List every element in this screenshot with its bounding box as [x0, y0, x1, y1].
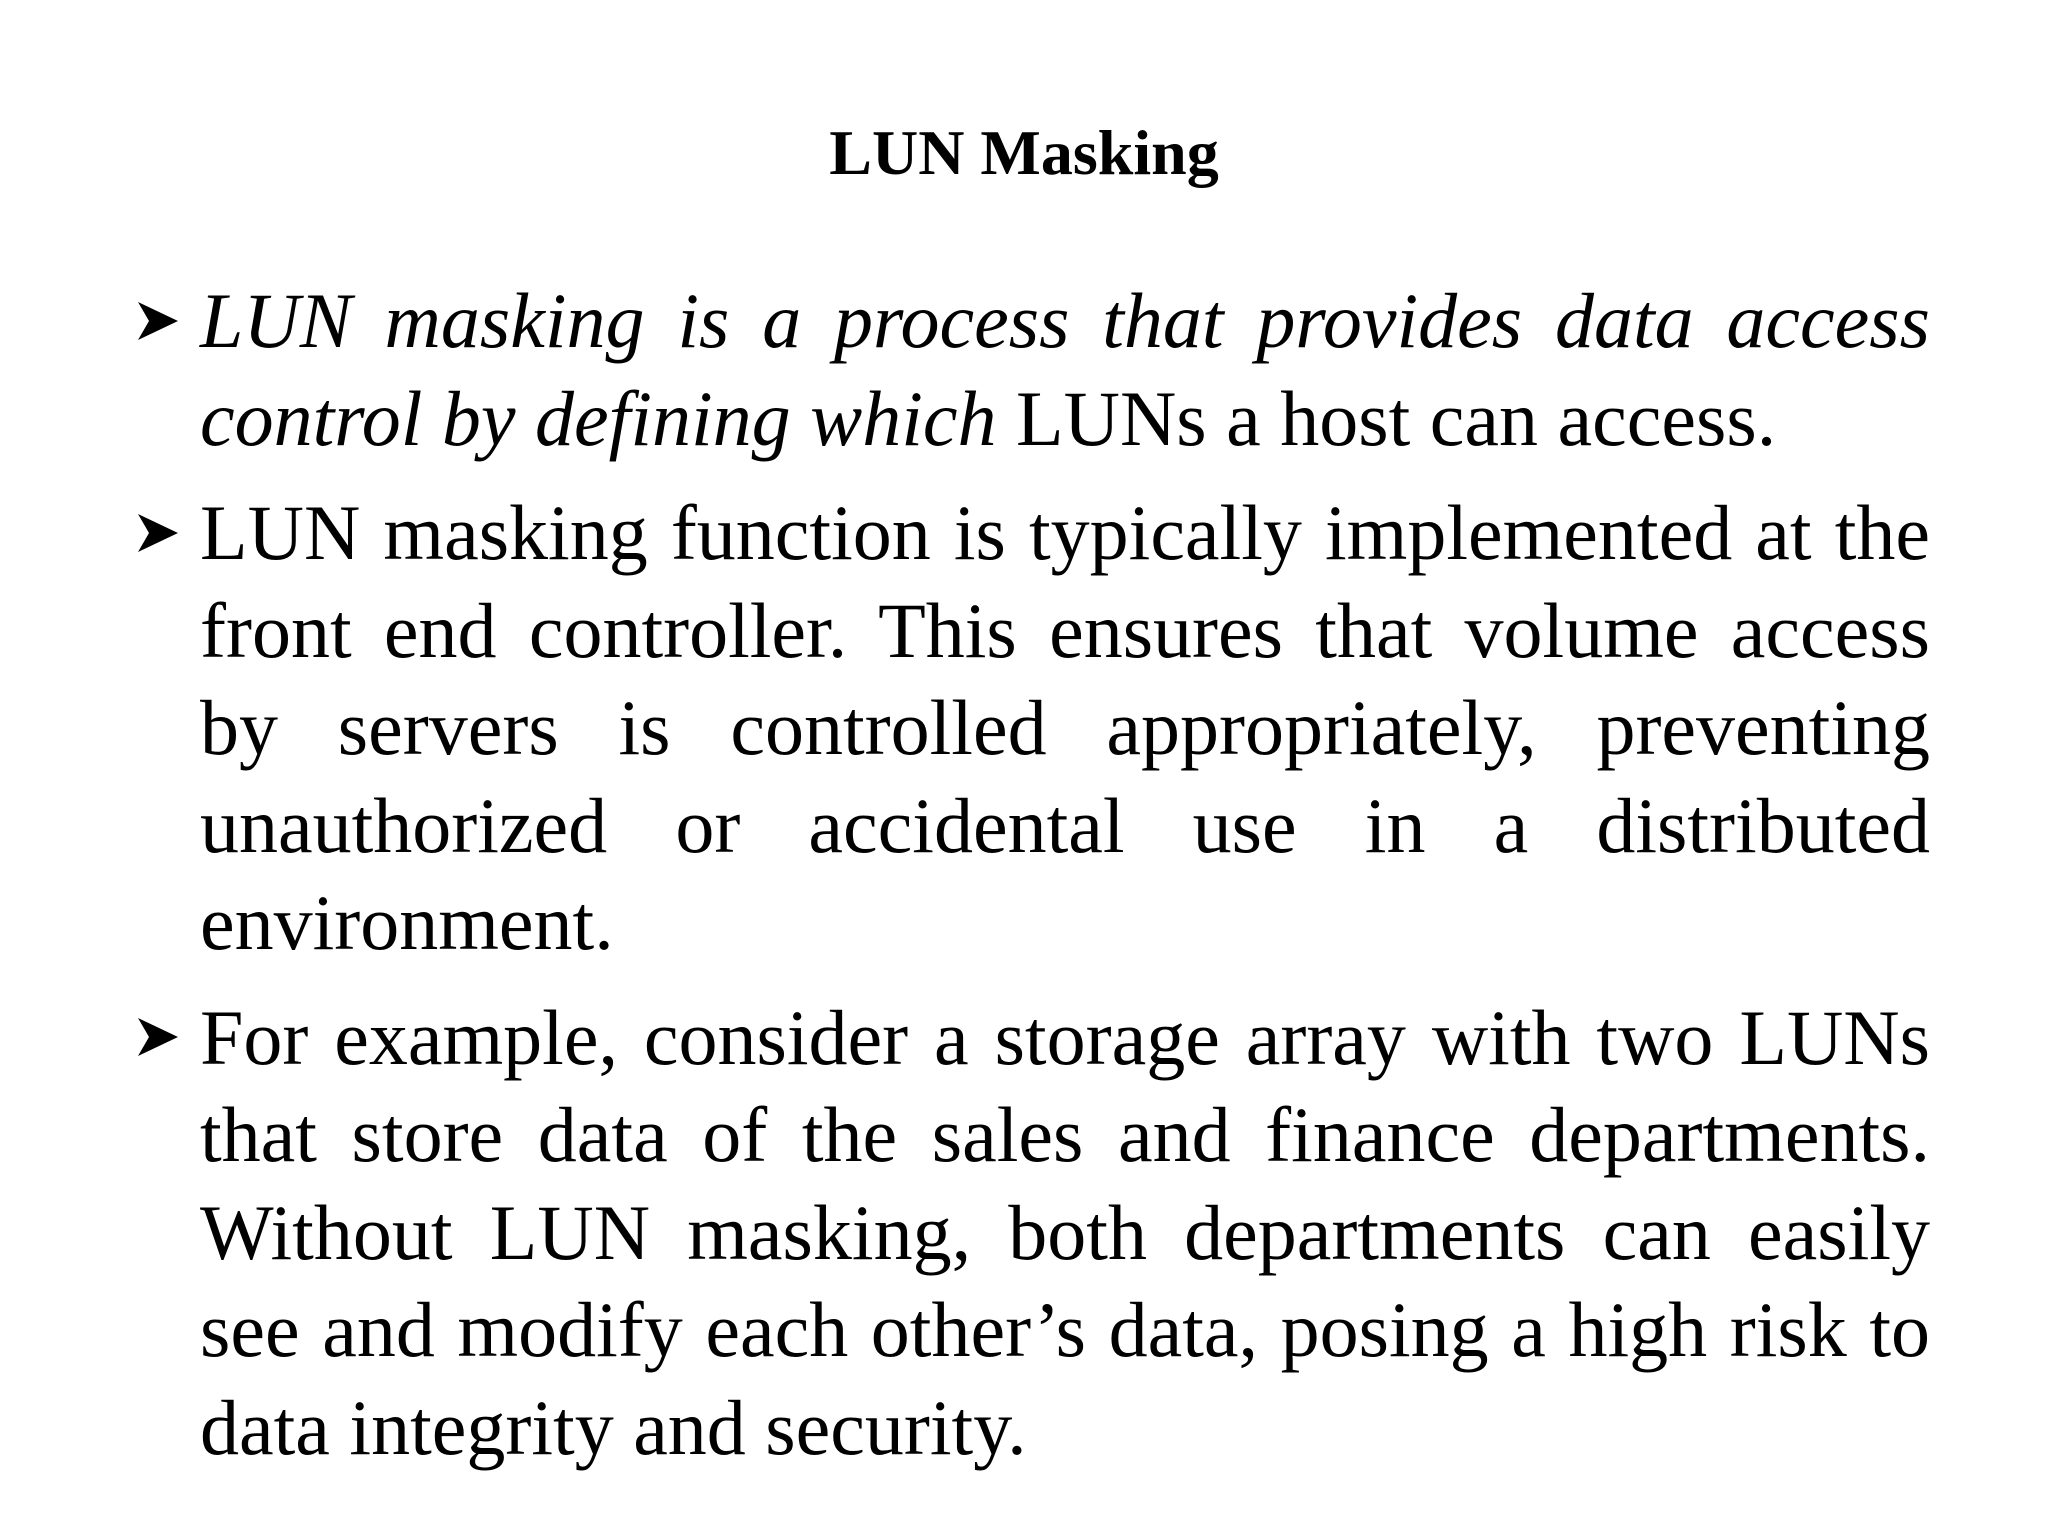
arrowhead-bullet-icon	[127, 272, 189, 370]
bullet-item-example	[200, 989, 1930, 1477]
bullet-item-implementation	[200, 484, 1930, 972]
bullet-item-definition	[200, 272, 1930, 467]
bullet-text: LUNs a host can access.	[996, 374, 1777, 462]
bullet-list	[200, 272, 1930, 1476]
bullet-italic-text: LUN masking is a process that provides data access control by defining which	[200, 277, 1930, 462]
arrowhead-bullet-icon	[127, 989, 189, 1087]
arrowhead-bullet-icon	[127, 484, 189, 582]
bullet-text: For example, consider a storage array with two LUNs that store data of the sales and finance departments. Without LUN masking, both departments can easily see and modify each other’s data, posing a high risk to data integrity and security.	[200, 993, 1930, 1471]
slide-title: LUN Masking	[829, 117, 1219, 188]
bullet-text: LUN masking function is typically implemented at the front end controller. This ensures that volume access by servers is controlled appropriately, preventing unauthorized or accidental use in a distributed environment.	[200, 489, 1930, 966]
